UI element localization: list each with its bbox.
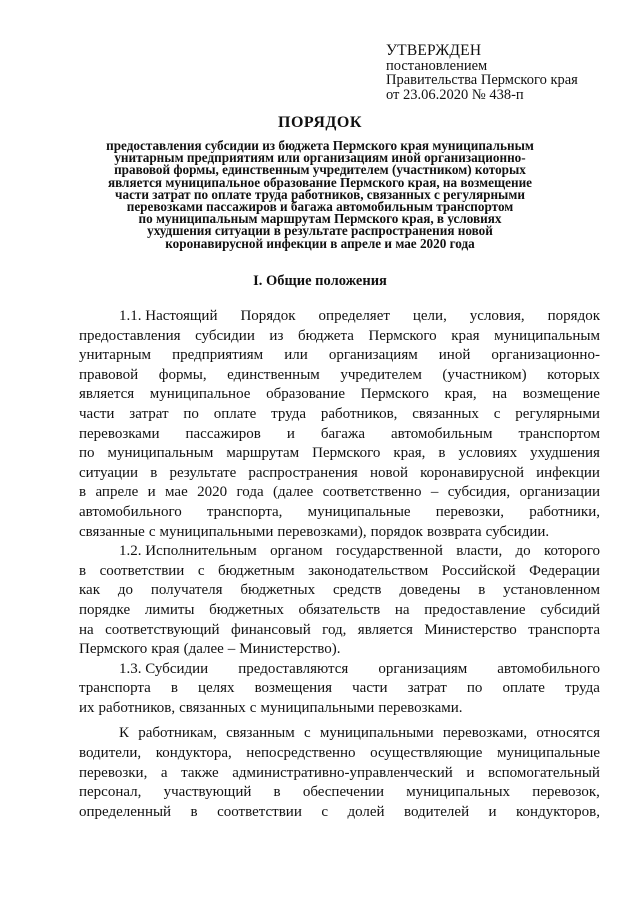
word: труда xyxy=(271,405,307,422)
word: перевозки, xyxy=(79,764,148,781)
word: Пермского xyxy=(368,327,437,344)
word: маршрутам xyxy=(226,445,300,462)
word: связанные xyxy=(79,523,145,540)
word: работники, xyxy=(529,503,600,520)
word: 2020 xyxy=(197,484,228,501)
subtitle-line: ухудшения ситуации в результате распространения новой xyxy=(147,223,493,239)
word: работникам, xyxy=(138,725,217,742)
subtitle-line: является муниципальное образование Пермского края, на возмещение xyxy=(107,174,533,190)
word: муниципальными xyxy=(319,725,434,742)
word: муниципальные xyxy=(307,503,411,520)
word: муниципальными xyxy=(260,699,375,716)
word: цели, xyxy=(412,308,447,324)
subtitle-line: правовой формы, единственным учредителем (участником) которых xyxy=(114,162,526,178)
paragraph-line xyxy=(79,444,600,464)
word: регулярными xyxy=(515,405,600,422)
word: унитарным xyxy=(79,347,152,364)
word: ситуации xyxy=(79,464,139,481)
paragraph-line xyxy=(79,405,600,425)
word: как xyxy=(79,582,101,599)
word: затрат xyxy=(407,680,447,697)
word: предоставление xyxy=(424,601,526,618)
word: К xyxy=(119,725,130,742)
word: перевозками. xyxy=(378,699,463,716)
document-subtitle xyxy=(70,140,570,250)
word: соответствующий xyxy=(105,621,220,638)
word: связанных xyxy=(412,405,479,422)
word: осуществляющие xyxy=(370,745,483,762)
word: с xyxy=(493,405,501,422)
word: с xyxy=(148,523,156,540)
word: Федерации xyxy=(529,562,600,579)
word: из xyxy=(269,327,284,344)
word: коронавирусной xyxy=(420,464,524,481)
word: предприятиям xyxy=(172,347,264,364)
word: возврата xyxy=(426,523,482,540)
word: получателя xyxy=(150,582,223,599)
word: законодательством xyxy=(308,562,429,579)
word: субсидии xyxy=(195,327,255,344)
paragraph-line xyxy=(79,464,600,484)
word: года xyxy=(236,484,264,501)
word: (участником) xyxy=(442,366,527,383)
word: соответствии xyxy=(217,803,302,820)
subtitle-line: предоставления субсидии из бюджета Пермского края муниципальным xyxy=(106,138,534,153)
word: с xyxy=(303,725,311,742)
word: с xyxy=(321,803,328,820)
word: края, xyxy=(393,445,426,462)
paragraph-line xyxy=(79,724,600,744)
word: части xyxy=(352,680,388,697)
word: края, xyxy=(444,386,477,403)
word: и xyxy=(488,803,497,820)
word: непосредственно xyxy=(246,745,356,762)
subtitle-line: по муниципальным маршрутам Пермского края, в условиях xyxy=(138,211,502,227)
word: субсидия, xyxy=(447,484,511,501)
word: кондукторов, xyxy=(516,803,600,820)
word: возмещение xyxy=(522,386,600,403)
word: организациям xyxy=(328,347,418,364)
word: Пермского xyxy=(360,386,429,403)
paragraph-line xyxy=(79,346,600,366)
word: также xyxy=(181,764,219,781)
word: 1.1. Настоящий xyxy=(119,308,218,324)
word: (далее xyxy=(273,484,314,501)
word: транспорта xyxy=(528,621,600,638)
word: 1.2. Исполнительным xyxy=(119,543,257,560)
document-body xyxy=(79,307,600,822)
word: автомобильного xyxy=(497,660,600,677)
word: с xyxy=(197,562,205,579)
word: является xyxy=(79,386,135,403)
word: организации xyxy=(519,484,600,501)
approval-stamp xyxy=(386,44,626,102)
word: работников, xyxy=(98,699,176,716)
word: доведены xyxy=(399,582,461,599)
word: работников, xyxy=(320,405,398,422)
word: или xyxy=(284,347,308,364)
word: и xyxy=(286,425,295,442)
word: соответствии xyxy=(99,562,185,579)
paragraph-line xyxy=(79,679,600,699)
word: которых xyxy=(547,366,600,383)
word: до xyxy=(515,543,531,560)
word: – xyxy=(430,484,439,501)
word: оплате xyxy=(502,680,545,697)
subtitle-line: коронавирусной инфекции в апреле и мае 2020 года xyxy=(165,235,475,251)
word: лимиты xyxy=(144,601,195,618)
word: Министерство). xyxy=(239,641,341,658)
word: Пермского xyxy=(312,445,381,462)
word: муниципальное xyxy=(149,386,251,403)
word: инфекции xyxy=(536,464,600,481)
word: условиях xyxy=(458,445,518,462)
document-title: ПОРЯДОК xyxy=(278,114,362,131)
word: Порядок xyxy=(240,308,296,324)
word: обязательств xyxy=(298,601,381,618)
word: ухудшения xyxy=(530,445,600,462)
section-heading: I. Общие положения xyxy=(253,273,387,289)
word: определяет xyxy=(318,308,390,324)
paragraph-line xyxy=(79,307,600,327)
word: вспомогательный xyxy=(487,764,600,781)
word: персонал, xyxy=(79,784,142,801)
word: по xyxy=(79,445,95,462)
word: – xyxy=(227,641,236,658)
word: установленном xyxy=(503,582,600,599)
word: на xyxy=(492,386,508,403)
word: перевозками xyxy=(79,425,160,442)
word: перевозки, xyxy=(435,503,505,520)
word: органом xyxy=(270,543,323,560)
approval-line: постановлением xyxy=(386,57,488,74)
word: Министерство xyxy=(424,621,517,638)
paragraph-line xyxy=(79,542,600,562)
word: в xyxy=(170,680,178,697)
paragraph-line xyxy=(79,523,600,543)
word: перевозок, xyxy=(532,784,600,801)
word: бюджетных xyxy=(209,601,284,618)
word: которого xyxy=(544,543,600,560)
word: год, xyxy=(322,621,347,638)
word: а xyxy=(160,764,168,781)
word: порядок xyxy=(370,523,423,540)
paragraph-line xyxy=(79,503,600,523)
word: организациям xyxy=(378,660,468,677)
word: водители, xyxy=(79,745,142,762)
word: края xyxy=(151,641,180,658)
word: относятся xyxy=(536,725,600,742)
word: предоставления xyxy=(79,327,181,344)
word: бюджетным xyxy=(217,562,295,579)
paragraph-line xyxy=(79,640,600,660)
word: правовой xyxy=(79,366,139,383)
subtitle-line: перевозками пассажиров и багажа автомобильным транспортом xyxy=(126,199,514,215)
word: административно-управленческий xyxy=(232,764,453,781)
word: распространения xyxy=(248,464,358,481)
word: Российской xyxy=(441,562,516,579)
word: края xyxy=(451,327,480,344)
subtitle-line: унитарным предприятиям или организациям иной организационно- xyxy=(114,150,526,166)
word: новой xyxy=(369,464,408,481)
word: бюджетных xyxy=(240,582,316,599)
word: государственной xyxy=(335,543,443,560)
word: муниципальным xyxy=(494,327,600,344)
word: по xyxy=(466,680,483,697)
paragraph-line xyxy=(79,366,600,386)
word: власти, xyxy=(456,543,503,560)
word: связанным xyxy=(226,725,295,742)
word: автомобильного xyxy=(79,503,182,520)
word: обеспечении xyxy=(302,784,385,801)
word: с xyxy=(249,699,257,716)
paragraph-line xyxy=(79,764,600,784)
word: труда xyxy=(565,680,600,697)
paragraph-line xyxy=(79,483,600,503)
word: кондуктора, xyxy=(155,745,232,762)
paragraph-line xyxy=(79,783,600,803)
word: долей xyxy=(347,803,385,820)
word: на xyxy=(79,621,94,638)
word: финансовый xyxy=(230,621,311,638)
word: Пермского xyxy=(79,641,148,658)
word: их xyxy=(79,699,95,716)
word: транспортом xyxy=(518,425,600,442)
word: единственным xyxy=(227,366,320,383)
word: мае xyxy=(165,484,188,501)
word: образование xyxy=(266,386,345,403)
word: участвующий xyxy=(163,784,252,801)
word: и xyxy=(466,764,475,781)
word: в xyxy=(478,582,486,599)
word: по xyxy=(183,405,199,422)
word: учредителем xyxy=(340,366,422,383)
word: субсидии. xyxy=(485,523,550,540)
word: оплате xyxy=(213,405,257,422)
word: перевозками, xyxy=(442,725,528,742)
word: условия, xyxy=(469,308,525,324)
word: в xyxy=(79,484,87,501)
word: транспорта, xyxy=(206,503,283,520)
word: связанных xyxy=(179,699,246,716)
word: порядке xyxy=(79,601,131,618)
word: определенный xyxy=(79,803,172,820)
word: бюджета xyxy=(297,327,354,344)
paragraph-line xyxy=(79,803,600,823)
word: апреле xyxy=(95,484,139,501)
paragraph-line xyxy=(79,660,600,680)
word: автомобильным xyxy=(390,425,493,442)
word: предоставляются xyxy=(238,660,349,677)
word: средств xyxy=(332,582,382,599)
word: (далее xyxy=(183,641,224,658)
word: муниципальные xyxy=(496,745,600,762)
paragraph-line xyxy=(79,385,600,405)
word: субсидий xyxy=(540,601,600,618)
word: багажа xyxy=(320,425,365,442)
paragraph-line xyxy=(79,562,600,582)
word: муниципальных xyxy=(406,784,511,801)
word: возмещения xyxy=(254,680,333,697)
word: пассажиров xyxy=(185,425,261,442)
subtitle-line: части затрат по оплате труда работников, связанных с регулярными xyxy=(115,186,525,202)
word: соответственно xyxy=(322,484,422,501)
word: в xyxy=(273,784,281,801)
approval-line: от 23.06.2020 № 438-п xyxy=(386,86,524,103)
word: иной xyxy=(438,347,471,364)
word: формы, xyxy=(158,366,207,383)
word: муниципальным xyxy=(107,445,214,462)
word: затрат xyxy=(129,405,169,422)
word: на xyxy=(394,601,410,618)
word: целях xyxy=(197,680,235,697)
word: 1.3. Субсидии xyxy=(119,660,209,677)
word: водителей xyxy=(404,803,470,820)
word: в xyxy=(438,445,446,462)
word: является xyxy=(357,621,413,638)
word: организационно- xyxy=(491,347,600,364)
word: до xyxy=(117,582,133,599)
paragraph-line xyxy=(79,744,600,764)
word: порядок xyxy=(547,308,600,324)
word: в xyxy=(79,562,87,579)
word: перевозками), xyxy=(277,523,367,540)
word: результате xyxy=(169,464,237,481)
word: и xyxy=(147,484,156,501)
paragraph-line xyxy=(79,621,600,641)
word: в xyxy=(150,464,158,481)
word: части xyxy=(79,405,115,422)
approval-heading: УТВЕРЖДЕН xyxy=(386,42,482,59)
word: муниципальными xyxy=(159,523,274,540)
paragraph-line xyxy=(79,581,600,601)
word: в xyxy=(190,803,198,820)
word: транспорта xyxy=(79,680,151,697)
paragraph-line xyxy=(79,425,600,445)
paragraph-line xyxy=(79,327,600,347)
approval-line: Правительства Пермского края xyxy=(386,72,578,88)
paragraph-line xyxy=(79,601,600,621)
paragraph-line xyxy=(79,699,600,719)
